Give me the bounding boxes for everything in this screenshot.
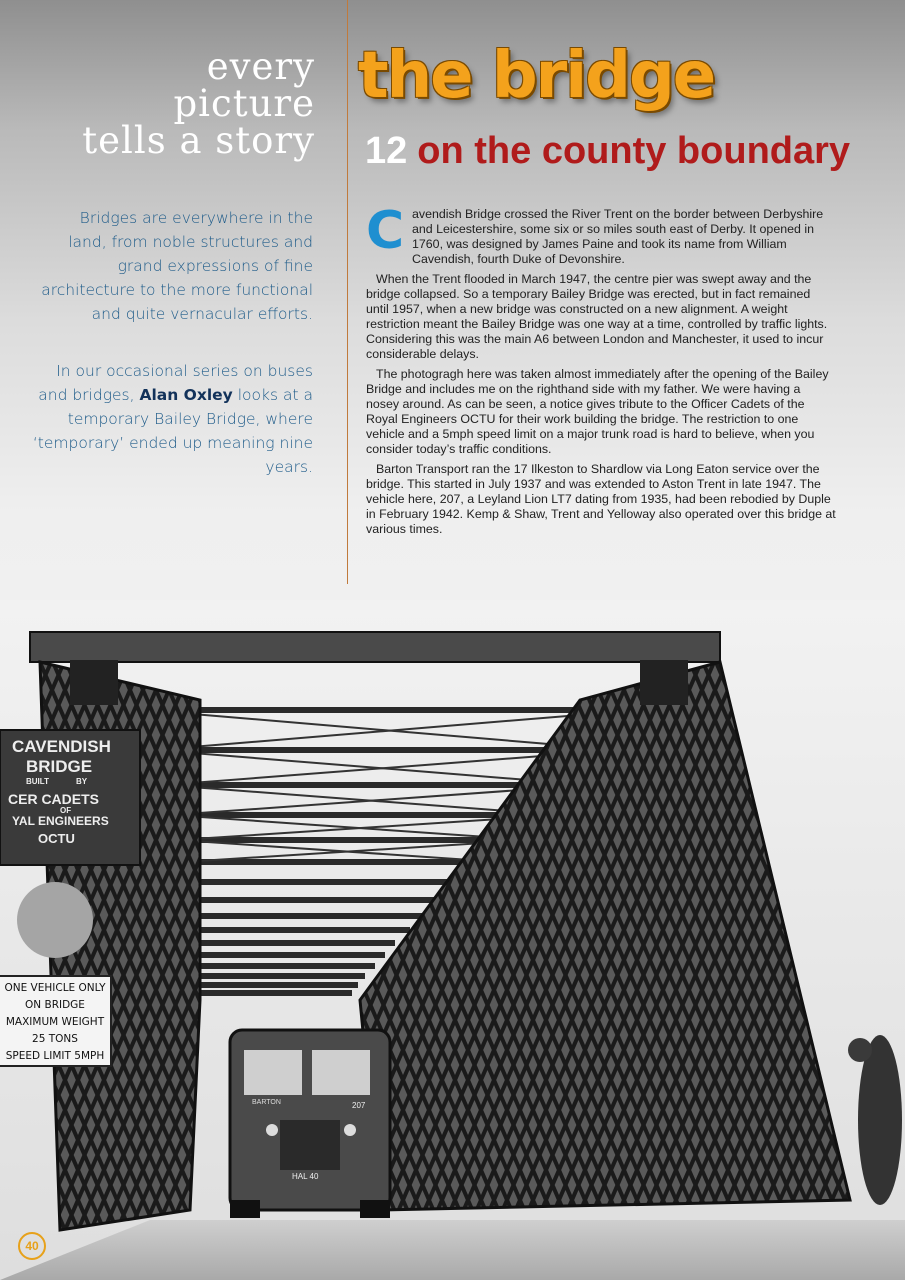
article-body [366, 201, 836, 542]
column-divider [347, 0, 348, 584]
article-subtitle [365, 128, 850, 174]
sign-bottom-line-3: MAXIMUM WEIGHT [5, 1016, 105, 1028]
cavendish-bridge-sign [0, 733, 140, 865]
series-line-2: picture [173, 82, 315, 125]
sign-top-line-3: BUILT [26, 777, 49, 786]
article-paragraph-1 [366, 201, 836, 267]
sign-bottom-line-1: ONE VEHICLE ONLY [4, 982, 106, 994]
sign-bottom-line-4: 25 TONS [32, 1033, 78, 1045]
sign-bottom-line-5: SPEED LIMIT 5MPH [5, 1050, 105, 1062]
series-line-1: every [206, 45, 315, 88]
article-paragraph-3: The photogragh here was taken almost immediately after the opening of the Bailey Bridge and includes me on the righthand side with my father. We were having a nosey around. As can be seen, a notice gives tribute to the Officer Cadets of the Royal Engineers OCTU for their work building the bridge. The restriction to one vehicle and a 5mph speed limit on a major trunk road is hard to believe, when you consider today’s traffic conditions. [366, 367, 829, 456]
sign-top-line-7: YAL ENGINEERS [12, 814, 109, 828]
author-name: Alan Oxley [139, 386, 233, 404]
bus-fleet-number: 207 [352, 1101, 366, 1110]
article-paragraph-1-text: avendish Bridge crossed the River Trent on the border between Derbyshire and Leicestershire, some six or so miles south east of Derby. It opened in 1760, was designed by James Paine and took its name from William Cavendish, fourth Duke of Devonshire. [412, 207, 824, 266]
article-paragraph-4: Barton Transport ran the 17 Ilkeston to Shardlow via Long Eaton service over the bridge. This started in July 1937 and was extended to Aston Trent in late 1947. The vehicle here, 207, a Leyland Lion LT7 dating from 1935, had been rebodied by Duple in February 1942. Kemp & Shaw, Trent and Yelloway also operated over this bridge at various times. [366, 462, 836, 536]
series-heading [82, 45, 315, 162]
intro-text-before: In our occasional series on buses and bridges, [38, 362, 313, 404]
intro-text-after: looks at a temporary Bailey Bridge, where ‘temporary’ ended up meaning nine years. [32, 386, 313, 476]
sign-top-line-6: OF [60, 806, 72, 815]
intro-paragraph-2 [23, 359, 313, 479]
sign-top-line-2: BRIDGE [26, 757, 93, 776]
bus-registration: HAL 40 [292, 1172, 319, 1181]
bridge-photo-illustration [0, 600, 905, 1280]
bus-destination: BARTON [252, 1099, 281, 1106]
series-line-3: tells a story [82, 119, 315, 162]
article-paragraph-2: When the Trent flooded in March 1947, the centre pier was swept away and the bridge collapsed. So a temporary Bailey Bridge was erected, but in fact remained until 1957, when a new bridge was constructed on a new alignment. A weight restriction meant the Bailey Bridge was one way at a time, controlled by traffic lights. Considering this was the main A6 between London and Manchester, it used to incur considerable delays. [366, 272, 828, 361]
sign-top-line-1: CAVENDISH [12, 737, 111, 756]
drop-cap: C [366, 201, 405, 261]
sign-top-line-8: OCTU [38, 831, 75, 846]
issue-number: 12 [365, 130, 408, 172]
page-number: 40 [18, 1232, 46, 1260]
restriction-sign [0, 975, 112, 1067]
subtitle-text: on the county boundary [417, 130, 851, 172]
sign-top-line-4: BY [76, 777, 88, 786]
intro-paragraph-1: Bridges are everywhere in the land, from noble structures and grand expressions of fine architecture to the more functional and quite vernacular efforts. [41, 209, 313, 323]
sign-top-line-5: CER CADETS [8, 791, 100, 807]
article-title: the bridge [358, 39, 715, 113]
bridge-photo [0, 600, 905, 1280]
sign-bottom-line-2: ON BRIDGE [25, 999, 85, 1011]
